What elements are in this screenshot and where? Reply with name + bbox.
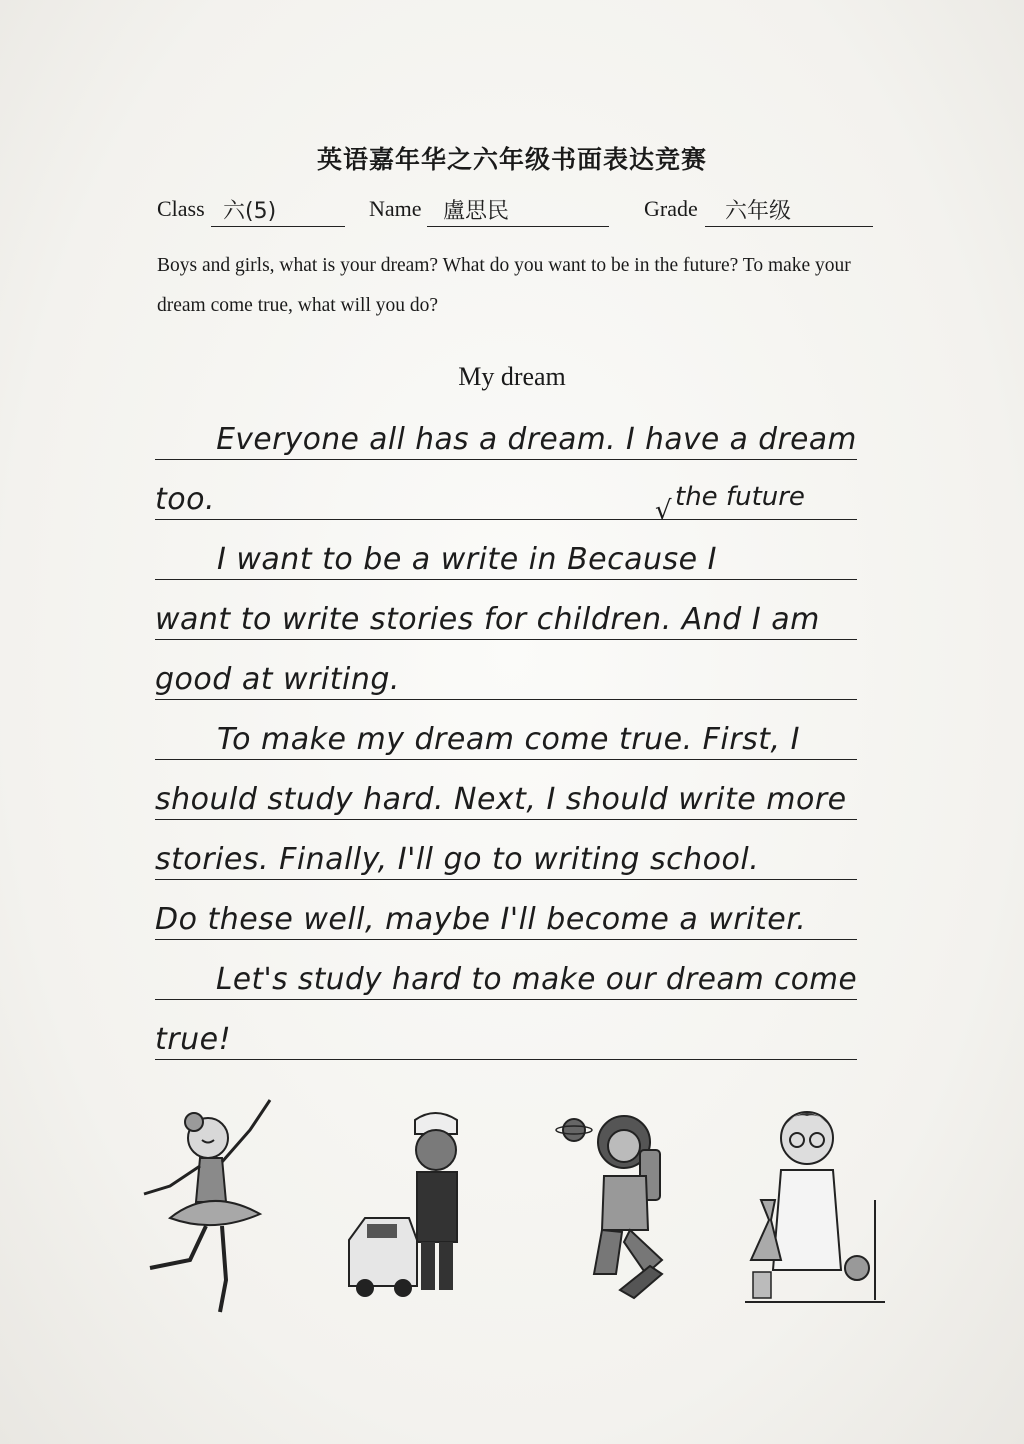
essay-line [155, 640, 857, 700]
grade-blank [705, 226, 873, 227]
essay-line-text: Everyone all has a dream. I have a dream [216, 422, 857, 457]
insertion-text: the future [675, 482, 805, 512]
essay-title: My dream [458, 362, 566, 391]
name-label: Name [369, 196, 422, 221]
ballerina-icon [130, 1090, 290, 1320]
essay-line-text: should study hard. Next, I should write more [155, 782, 847, 817]
name-value: 盧思民 [443, 199, 510, 224]
essay-line [155, 760, 857, 820]
class-label: Class [157, 196, 205, 221]
essay-line [155, 700, 857, 760]
essay-line-text: Do these well, maybe I'll become a writer. [155, 902, 807, 937]
essay-line-text: stories. Finally, I'll go to writing school. [155, 842, 760, 877]
class-value: 六(5) [223, 199, 277, 224]
class-blank [211, 226, 345, 227]
essay-line [155, 580, 857, 640]
grade-value: 六年级 [725, 199, 792, 224]
police-officer-icon [345, 1090, 475, 1320]
page-title: 英语嘉年华之六年级书面表达竞赛 [316, 145, 707, 174]
writing-prompt: Boys and girls, what is your dream? What do you want to be in the future? To make your dream come true, what will you do? [157, 255, 851, 316]
essay-line-text: too. [155, 482, 216, 517]
essay-line [155, 940, 857, 1000]
essay-line-text: I want to be a write in Because I [217, 542, 717, 577]
essay-line [155, 1000, 857, 1060]
essay-line-text: true! [155, 1022, 232, 1057]
astronaut-icon [550, 1090, 680, 1320]
name-blank [427, 226, 609, 227]
essay-line-text: want to write stories for children. And I am [155, 602, 820, 637]
student-info [157, 196, 877, 236]
career-illustrations [130, 1090, 890, 1320]
insertion-caret: √ [655, 496, 672, 526]
essay-line-text: good at writing. [155, 662, 400, 697]
grade-label: Grade [644, 196, 698, 221]
essay-line [155, 880, 857, 940]
essay-line-text: To make my dream come true. First, I [217, 722, 800, 757]
essay-line [155, 820, 857, 880]
essay-body [155, 400, 857, 1060]
essay-line-text: Let's study hard to make our dream come [215, 962, 858, 997]
essay-line [155, 400, 857, 460]
scientist-icon [745, 1090, 885, 1320]
